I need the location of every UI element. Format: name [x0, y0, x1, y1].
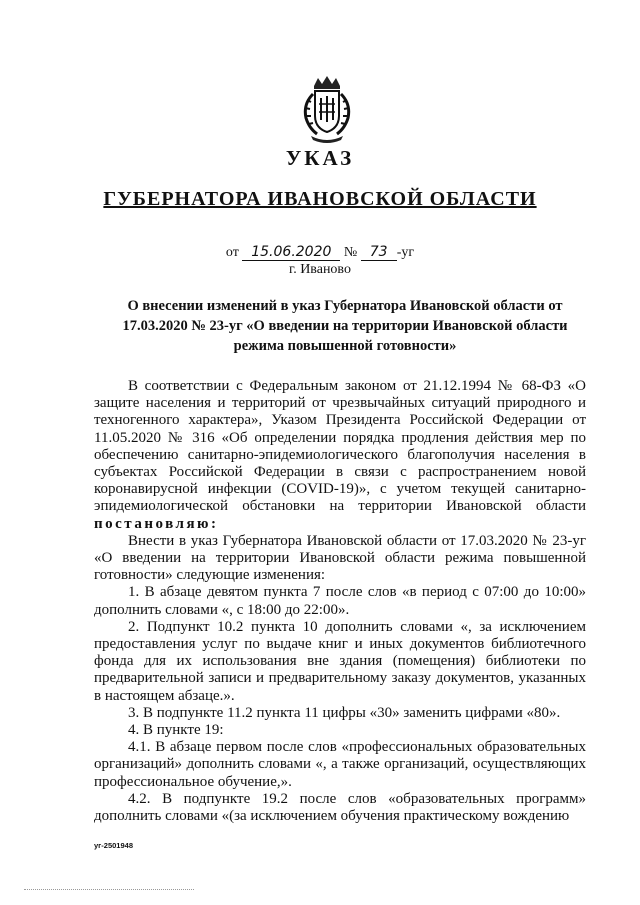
paragraph-item-3: 3. В подпункте 11.2 пункта 11 цифры «30» заменить цифрами «80».	[128, 704, 561, 721]
paragraph-preamble	[94, 378, 586, 533]
number-sign: №	[343, 245, 358, 260]
paragraph-item-1: 1. В абзаце девятом пункта 7 после слов «в период с 07:00 до 10:00» дополнить словами «, с 18:00 до 22:00».	[94, 584, 586, 618]
dateline-prefix: от	[225, 245, 239, 260]
document-issuer: ГУБЕРНАТОРА ИВАНОВСКОЙ ОБЛАСТИ	[103, 188, 537, 210]
paragraph-amendment-intro: Внести в указ Губернатора Ивановской области от 17.03.2020 № 23-уг «О введении на территории Ивановской области режима повышенной готовности» следующие изменения:	[94, 532, 586, 584]
city-line: г. Иваново	[289, 262, 351, 277]
resolves-keyword: постановляю:	[94, 515, 219, 532]
document-body	[94, 378, 586, 825]
scan-artifact-divider	[24, 886, 194, 890]
paragraph-item-4: 4. В пункте 19:	[128, 722, 224, 739]
paragraph-item-4-2: 4.2. В подпункте 19.2 после слов «образовательных программ» дополнить словами «(за исключением обучения практическому вождению	[94, 790, 586, 825]
handwritten-number: 73	[361, 244, 397, 261]
paragraph-item-4-1: 4.1. В абзаце первом после слов «профессиональных образовательных организаций» дополнить словами «, а также организаций, осуществляющих профессиональное обучение,».	[94, 739, 586, 790]
document-code: уг-2501948	[94, 841, 133, 850]
number-suffix: -уг	[396, 245, 415, 260]
document-subject: О внесении изменений в указ Губернатора Ивановской области от 17.03.2020 № 23-уг «О введении на территории Ивановской области режима повышенной готовности»	[122, 298, 568, 354]
paragraph-item-2: 2. Подпункт 10.2 пункта 10 дополнить словами «, за исключением предоставления услуг по выдаче книг и иных документов библиотечного фонда для их использования вне здания (помещения) библиотеки по предварительной записи и предварительному заказу документов, указанных в настоящем абзаце.».	[94, 618, 586, 704]
preamble-text: В соответствии с Федеральным законом от 21.12.1994 № 68-ФЗ «О защите населения и территорий от чрезвычайных ситуаций природного и техногенного характера», Указом Президента Российской Федерации от 11.05.2020 № 316 «Об определении порядка продления действия мер по обеспечению санитарно-эпидемиологического благополучия населения в субъектах Российской Федерации в связи с распространением новой коронавирусной инфекции (COVID-19)», с учетом текущей санитарно-эпидемиологической обстановки на территории Ивановской области	[94, 378, 586, 515]
coat-of-arms-icon	[297, 74, 357, 146]
dateline	[0, 244, 640, 261]
handwritten-date: 15.06.2020	[242, 244, 340, 261]
document-title: УКАЗ	[285, 146, 355, 170]
